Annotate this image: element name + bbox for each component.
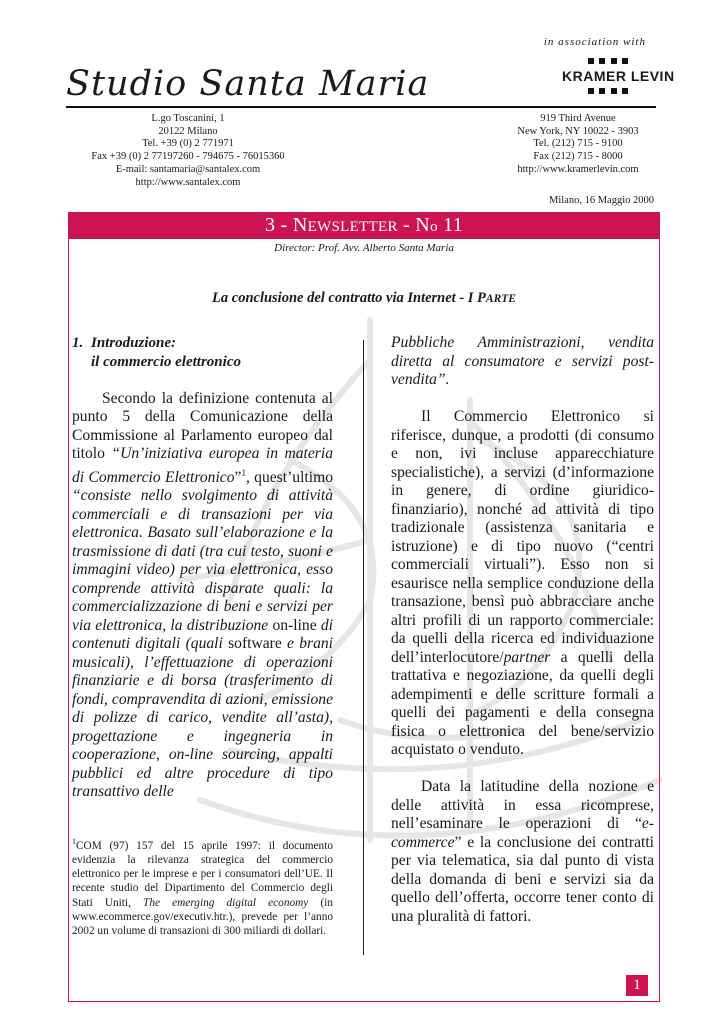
- logo-squares-bottom: [588, 88, 628, 94]
- kramer-levin-logo: [562, 58, 675, 94]
- studio-website: http://www.santalex.com: [135, 176, 241, 188]
- footnote: $^1$COM (97) 157 del 15 aprile 1997: il documento evidenzia la rilevanza strategica del commercio elettronico per le imprese e per i consumatori dell’UE. Il recente studio del Dipartimento del Commercio degli Stati Uniti, The emerging digital economy (in www.ecommerce.gov/executiv.htr.), prevede per l’anno 2002 un volume di transazioni di 300 miliardi di dollari.: [72, 837, 334, 937]
- body-paragraph: Data la latitudine della nozione e delle attività in essa ricomprese, nell’esaminare le operazioni di “e-commerce” e la conclusione dei contratti per via telematica, sia dal punto di vista della domanda di beni e servizi sia da quello dell’offerta, occorre tener conto di una pluralità di fattori.: [391, 778, 654, 925]
- partner-address-line: 919 Third Avenue: [540, 113, 616, 124]
- studio-address-line: 20122 Milano: [158, 125, 218, 137]
- footnote-reference: 1: [241, 467, 246, 478]
- partner-website: http://www.kramerlevin.com: [517, 163, 639, 175]
- column-divider: [363, 340, 364, 955]
- page-number: 1: [626, 975, 648, 996]
- partner-address-line: New York, NY 10022 - 3903: [517, 125, 639, 137]
- partner-address-block: [502, 113, 654, 177]
- studio-logo-title: Studio Santa Maria: [66, 64, 430, 104]
- studio-address-line: L.go Toscanini, 1: [151, 113, 225, 124]
- partner-name: KRAMER LEVIN: [562, 68, 675, 84]
- article-title: La conclusione del contratto via Internet - I PARTE: [212, 290, 516, 306]
- footnote-marker: 1: [72, 837, 76, 846]
- body-paragraph: Secondo la definizione contenuta al punto 5 della Comunicazione della Commissione al Parlamento europeo dal titolo “Un’iniziativa europea in materia di Commercio Elettronico”$^1$, quest’ultimo “consiste nello svolgimento di attività commerciali e di transazioni per via elettronica. Basato sull’elaborazione e la trasmissione di dati (tra cui testo, suoni e immagini video) per via elettronica, esso comprende attività disparate quali: la commercializzazione di beni e servizi per via elettronica, la distribuzione on-line di contenuti digitali (quali software e brani musicali), l’effettuazione di operazioni finanziarie e di borsa (trasferimento di fondi, compravendita di azioni, emissione di polizze di carico, vendite all’asta), progettazione e ingegneria in cooperazione, on-line sourcing, appalti pubblici ed altre procedure di tipo transattivo delle: [72, 389, 333, 801]
- body-paragraph: Pubbliche Amministrazioni, vendita diretta al consumatore e servizi post-vendita”.: [391, 334, 654, 388]
- association-label: in association with: [543, 36, 646, 48]
- director-line: Director: Prof. Avv. Alberto Santa Maria: [274, 242, 454, 254]
- left-column: [72, 334, 333, 802]
- header-rule: [66, 106, 656, 108]
- right-column: [391, 334, 654, 926]
- body-paragraph: Il Commercio Elettronico si riferisce, dunque, a prodotti (di consumo e non, ivi incluse apparecchiature specialistiche), a servizi (d’informazione in genere, di ordine giuridico-finanziario), nonché ad attività di tipo tradizionale (assistenza sanitaria e istruzione) e di tipo nuovo (“centri commerciali virtuali”). Esso non si esaurisce nella semplice conduzione della transazione, bensì può abbracciare anche altri profili di un rapporto commerciale: da quelli della ricerca ed individuazione dell’interlocutore/partner a quelli della trattativa e negoziazione, da quelli degli adempimenti e delle scritture formali a quelli dei pagamenti e della consegna fisica o elettronica del bene/servizio acquistato o venduto.: [391, 408, 654, 758]
- section-heading-line: Introduzione:: [91, 335, 177, 351]
- logo-squares-top: [588, 58, 628, 64]
- section-number: 1.: [72, 335, 84, 351]
- studio-phone: Tel. +39 (0) 2 771971: [142, 138, 234, 150]
- studio-address-block: [64, 113, 312, 189]
- section-heading: [72, 334, 333, 371]
- studio-email: E-mail: santamaria@santalex.com: [115, 163, 261, 175]
- partner-phone: Tel. (212) 715 - 9100: [533, 138, 623, 150]
- partner-fax: Fax (212) 715 - 8000: [533, 151, 623, 163]
- issue-date: Milano, 16 Maggio 2000: [549, 195, 654, 206]
- newsletter-title: 3 - NEWSLETTER - No 11: [264, 214, 464, 236]
- section-heading-line: il commercio elettronico: [91, 353, 241, 370]
- studio-fax: Fax +39 (0) 2 77197260 - 794675 - 76015360: [91, 151, 285, 163]
